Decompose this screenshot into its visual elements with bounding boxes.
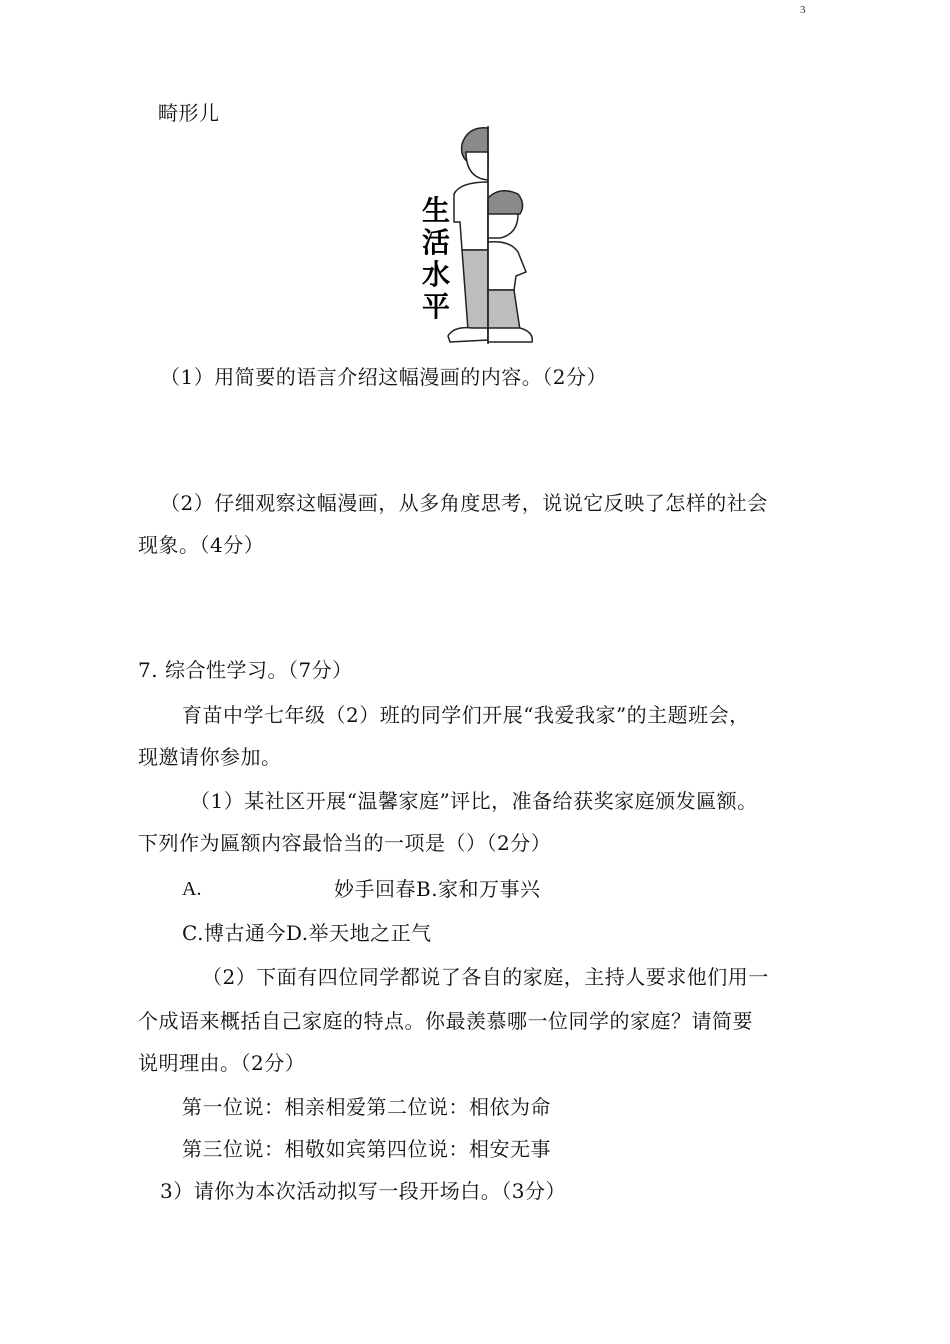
- q7-part2-line3: 说明理由。（2分）: [138, 1051, 306, 1075]
- option-a-b: 妙手回春B.家和万事兴: [334, 877, 541, 901]
- option-a-letter: A.: [182, 878, 202, 900]
- q7-part2-line1: （2）下面有四位同学都说了各自的家庭，主持人要求他们用一: [202, 965, 769, 989]
- q7-intro-line1: 育苗中学七年级（2）班的同学们开展“我爱我家”的主题班会，: [182, 703, 750, 727]
- option-c-d: C.博古通今D.举天地之正气: [182, 921, 432, 945]
- q7-part3: 3）请你为本次活动拟写一段开场白。（3分）: [160, 1179, 566, 1203]
- q7-intro-line2: 现邀请你参加。: [138, 745, 282, 769]
- page-number: 3: [800, 4, 806, 16]
- q7-part2-line2: 个成语来概括自己家庭的特点。你最羡慕哪一位同学的家庭？请简要: [138, 1009, 753, 1033]
- q6-part2-line2: 现象。（4分）: [138, 533, 265, 557]
- q6-part1: （1）用简要的语言介绍这幅漫画的内容。（2分）: [160, 365, 607, 389]
- students-line2: 第三位说：相敬如宾第四位说：相安无事: [182, 1137, 551, 1161]
- cartoon-char-1: 生: [421, 194, 451, 227]
- q6-part2-line1: （2）仔细观察这幅漫画，从多角度思考，说说它反映了怎样的社会: [160, 491, 768, 515]
- q7-title: 7. 综合性学习。（7分）: [138, 658, 353, 682]
- intro-word: 畸形儿: [158, 101, 220, 125]
- students-line1: 第一位说：相亲相爱第二位说：相依为命: [182, 1095, 551, 1119]
- cartoon-char-2: 活: [421, 226, 451, 259]
- cartoon-image: [410, 122, 550, 352]
- q7-part1-line2: 下列作为匾额内容最恰当的一项是（）（2分）: [138, 831, 552, 855]
- q7-part1-line1: （1）某社区开展“温馨家庭”评比，准备给获奖家庭颁发匾额。: [190, 789, 758, 813]
- cartoon-char-3: 水: [421, 258, 451, 291]
- cartoon-char-4: 平: [421, 290, 451, 323]
